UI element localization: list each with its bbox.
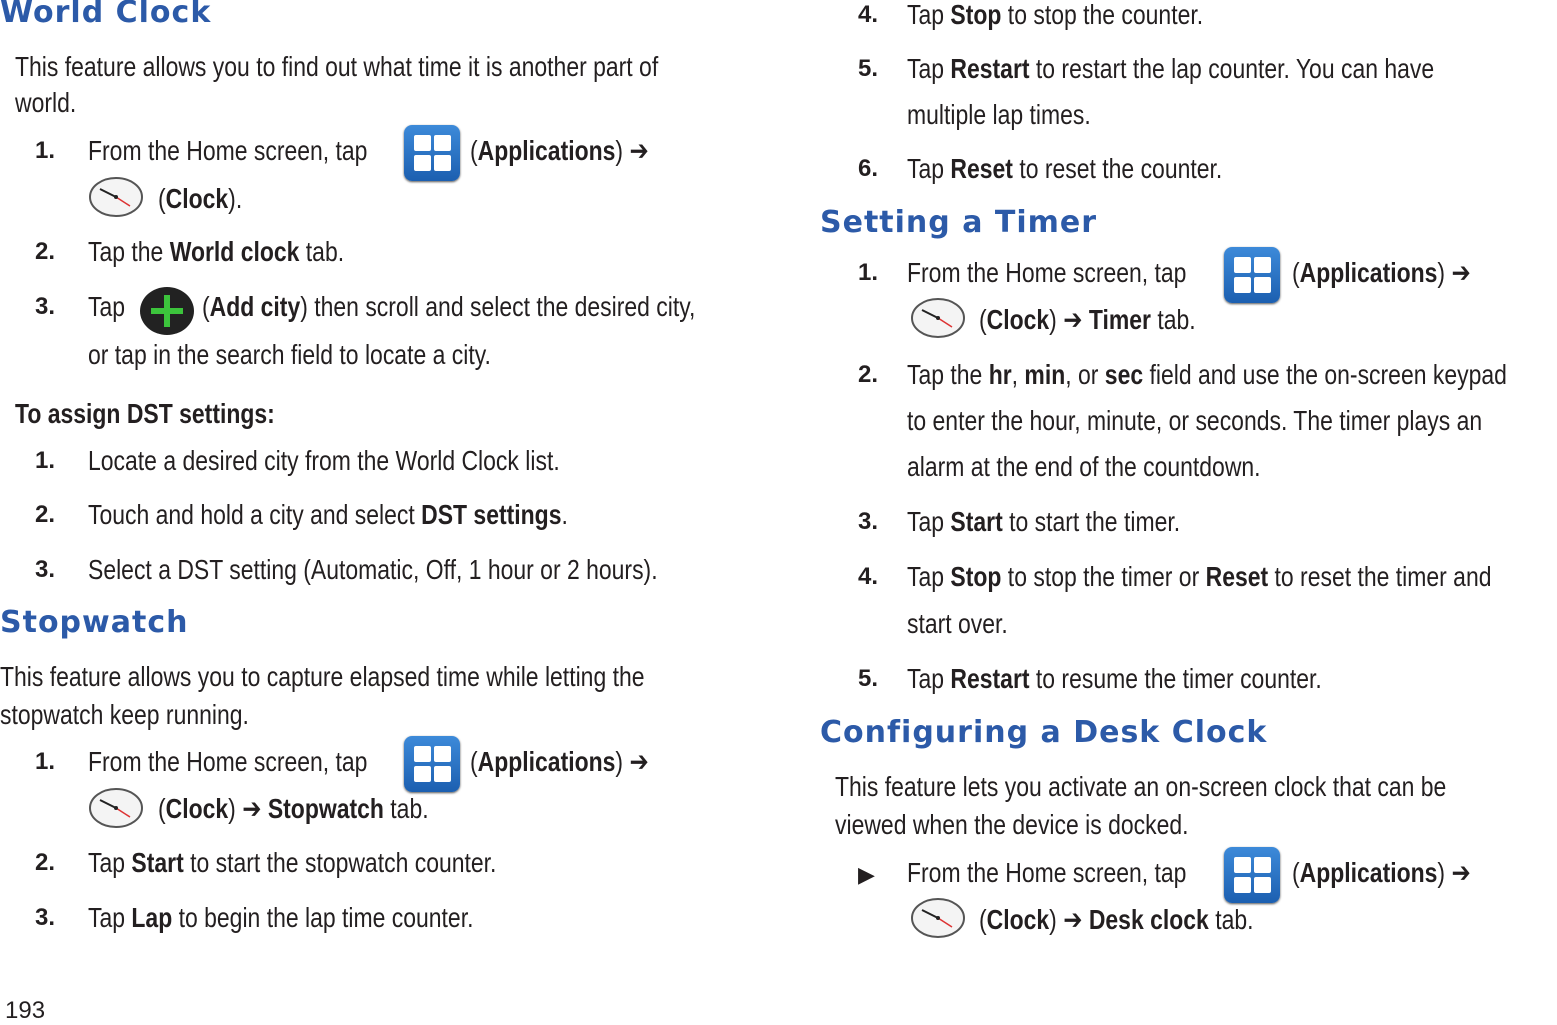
step-text: (Applications) ➔ (470, 135, 649, 166)
world-clock-intro-line1: This feature allows you to find out what time it is another part of (15, 51, 659, 82)
step-text: Tap Stop to stop the timer or Reset to reset the timer and (907, 561, 1492, 592)
world-clock-heading: World Clock (0, 0, 212, 30)
step-number: 6. (858, 155, 879, 182)
step-text: (Clock) ➔ Timer tab. (979, 304, 1196, 335)
step-text: (Applications) ➔ (1292, 857, 1471, 888)
step-text: Tap Stop to stop the counter. (907, 0, 1204, 30)
step-text: (Clock) ➔ Stopwatch tab. (158, 793, 429, 824)
step-number: 1. (858, 259, 879, 286)
step-text: Locate a desired city from the World Clock list. (88, 445, 560, 476)
step-number: 2. (35, 238, 56, 265)
step-number: 2. (35, 501, 56, 528)
step-text: Tap Start to start the timer. (907, 506, 1181, 537)
step-number: 1. (35, 447, 56, 474)
timer-heading: Setting a Timer (820, 205, 1098, 240)
step-text: Tap the hr, min, or sec field and use the on-screen keypad (907, 359, 1507, 390)
step-number: 2. (35, 849, 56, 876)
clock-icon (88, 787, 144, 827)
step-text: Tap Restart to restart the lap counter. You can have (907, 53, 1435, 84)
step-text: From the Home screen, tap (88, 746, 368, 777)
step-text: Tap the World clock tab. (88, 236, 345, 267)
step-number: 2. (858, 361, 879, 388)
stopwatch-intro-line1: This feature allows you to capture elapsed time while letting the (0, 661, 645, 692)
applications-icon (404, 736, 460, 792)
step-text: From the Home screen, tap (907, 257, 1187, 288)
step-number: 1. (35, 748, 56, 775)
step-text: or tap in the search field to locate a city. (88, 339, 491, 370)
applications-icon (1224, 847, 1280, 903)
step-text: multiple lap times. (907, 99, 1091, 130)
step-number: 5. (858, 665, 879, 692)
step-text: to enter the hour, minute, or seconds. The timer plays an (907, 405, 1483, 436)
page-number: 193 (5, 997, 46, 1024)
bullet-arrow: ▶ (858, 862, 875, 887)
desk-clock-intro-line1: This feature lets you activate an on-screen clock that can be (835, 771, 1447, 802)
step-text: Tap (88, 291, 126, 322)
step-text: Tap Lap to begin the lap time counter. (88, 902, 474, 933)
stopwatch-intro-line2: stopwatch keep running. (0, 699, 249, 730)
stopwatch-heading: Stopwatch (0, 605, 189, 640)
applications-icon (404, 125, 460, 181)
dst-heading: To assign DST settings: (15, 398, 275, 429)
world-clock-intro-line2: world. (15, 87, 77, 118)
step-number: 3. (35, 556, 56, 583)
clock-icon (88, 176, 144, 216)
step-text: (Clock) ➔ Desk clock tab. (979, 904, 1254, 935)
desk-clock-intro-line2: viewed when the device is docked. (835, 809, 1189, 840)
clock-icon (910, 297, 966, 337)
step-text: (Applications) ➔ (1292, 257, 1471, 288)
step-text: (Applications) ➔ (470, 746, 649, 777)
step-number: 3. (858, 508, 879, 535)
step-number: 5. (858, 55, 879, 82)
step-number: 4. (858, 1, 879, 28)
step-number: 3. (35, 904, 56, 931)
step-text: Tap Restart to resume the timer counter. (907, 663, 1322, 694)
step-text: Tap Start to start the stopwatch counter. (88, 847, 497, 878)
step-text: (Add city) then scroll and select the desired city, (202, 291, 696, 322)
desk-clock-heading: Configuring a Desk Clock (820, 715, 1268, 750)
step-text: (Clock). (158, 183, 243, 214)
step-number: 3. (35, 293, 56, 320)
step-text: start over. (907, 608, 1008, 639)
step-text: From the Home screen, tap (88, 135, 368, 166)
step-text: Tap Reset to reset the counter. (907, 153, 1223, 184)
step-text: alarm at the end of the countdown. (907, 451, 1261, 482)
step-text: Select a DST setting (Automatic, Off, 1 hour or 2 hours). (88, 554, 658, 585)
add-city-icon (138, 285, 196, 335)
step-text: From the Home screen, tap (907, 857, 1187, 888)
step-number: 4. (858, 563, 879, 590)
step-number: 1. (35, 137, 56, 164)
clock-icon (910, 897, 966, 937)
applications-icon (1224, 247, 1280, 303)
step-text: Touch and hold a city and select DST settings. (88, 499, 568, 530)
